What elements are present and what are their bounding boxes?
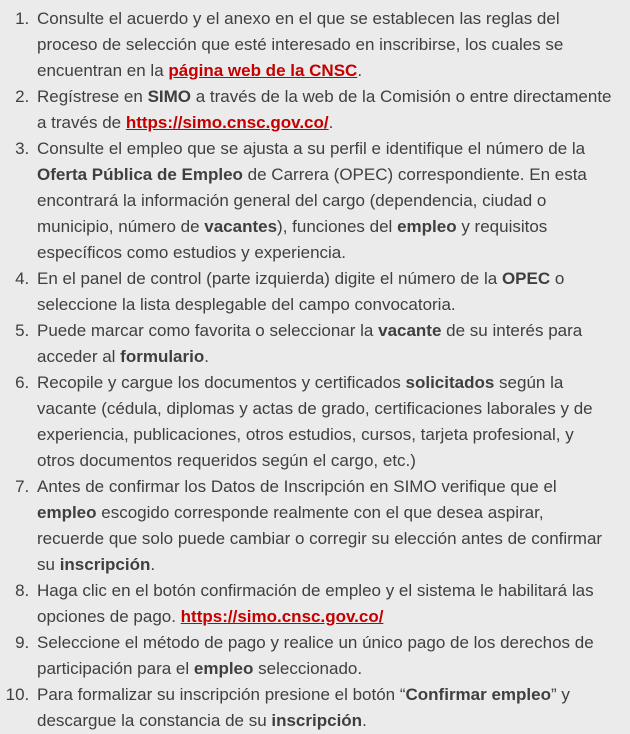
emphasized-text: OPEC	[501, 269, 551, 288]
body-text: .	[328, 113, 334, 132]
emphasized-text: inscripción	[59, 555, 151, 574]
body-text: seleccionado.	[253, 659, 363, 678]
emphasized-text: Confirmar empleo	[405, 685, 551, 704]
body-text: Para formalizar su inscripción presione el botón “	[37, 685, 406, 704]
body-text: .	[204, 347, 209, 366]
body-text: escogido corresponde realmente con el que desea aspirar, recuerde que solo puede cambiar o corregir su elección antes de confirmar su	[37, 503, 603, 574]
instruction-item-9	[34, 630, 614, 682]
instruction-item-3	[34, 136, 614, 266]
emphasized-text: formulario	[120, 347, 205, 366]
instruction-item-6	[34, 370, 614, 474]
body-text: .	[357, 61, 363, 80]
emphasized-text: solicitados	[405, 373, 495, 392]
emphasized-text: empleo	[37, 503, 97, 522]
body-text: a través de la web de la Comisión o entre directamente a través de	[37, 87, 612, 132]
emphasized-text: empleo	[397, 217, 457, 236]
instruction-item-8	[34, 578, 614, 630]
instruction-item-2	[34, 84, 614, 136]
emphasized-text: Oferta Pública de Empleo	[37, 165, 243, 184]
body-text: o seleccione la lista desplegable del campo convocatoria.	[37, 269, 565, 314]
emphasized-text: inscripción	[271, 711, 363, 730]
body-text: Consulte el empleo que se ajusta a su perfil e identifique el número de la	[37, 139, 586, 158]
cnsc-website-link[interactable]: página web de la CNSC	[168, 61, 358, 80]
instruction-item-5	[34, 318, 614, 370]
body-text: Puede marcar como favorita o seleccionar la	[37, 321, 379, 340]
body-text: y requisitos específicos como estudios y experiencia.	[37, 217, 548, 262]
body-text: .	[150, 555, 156, 574]
body-text: ” y descargue la constancia de su	[37, 685, 570, 730]
body-text: .	[362, 711, 367, 730]
body-text: Haga clic en el botón confirmación de empleo y el sistema le habilitará las opciones de pago.	[37, 581, 594, 626]
body-text: Seleccione el método de pago y realice un único pago de los derechos de participación para el	[37, 633, 594, 678]
instruction-item-4	[34, 266, 614, 318]
instruction-item-1	[34, 6, 614, 84]
simo-url-link[interactable]: https://simo.cnsc.gov.co/	[180, 607, 384, 626]
emphasized-text: empleo	[193, 659, 254, 678]
body-text: Antes de confirmar los Datos de Inscripción en SIMO verifique que el	[37, 477, 557, 496]
body-text: de su interés para acceder al	[37, 321, 583, 366]
emphasized-text: SIMO	[147, 87, 192, 106]
body-text: según la vacante (cédula, diplomas y actas de grado, certificaciones laborales y de experiencia, publicaciones, otros estudios, cursos, tarjeta profesional, y otros documentos requeridos según el cargo, etc.)	[37, 373, 593, 470]
body-text: de Carrera (OPEC) correspondiente. En esta encontrará la información general del cargo (dependencia, ciudad o municipio, número de	[37, 165, 587, 236]
body-text: ), funciones del	[277, 217, 398, 236]
simo-url-link[interactable]: https://simo.cnsc.gov.co/	[125, 113, 329, 132]
body-text: En el panel de control (parte izquierda) digite el número de la	[37, 269, 502, 288]
emphasized-text: vacante	[378, 321, 442, 340]
body-text: Recopile y cargue los documentos y certificados	[37, 373, 406, 392]
instruction-item-10	[34, 682, 614, 734]
body-text: Regístrese en	[37, 87, 148, 106]
emphasized-text: vacantes	[204, 217, 278, 236]
instruction-item-7	[34, 474, 614, 578]
body-text: Consulte el acuerdo y el anexo en el que se establecen las reglas del proceso de selección que esté interesado en inscribirse, los cuales se encuentran en la	[37, 9, 564, 80]
